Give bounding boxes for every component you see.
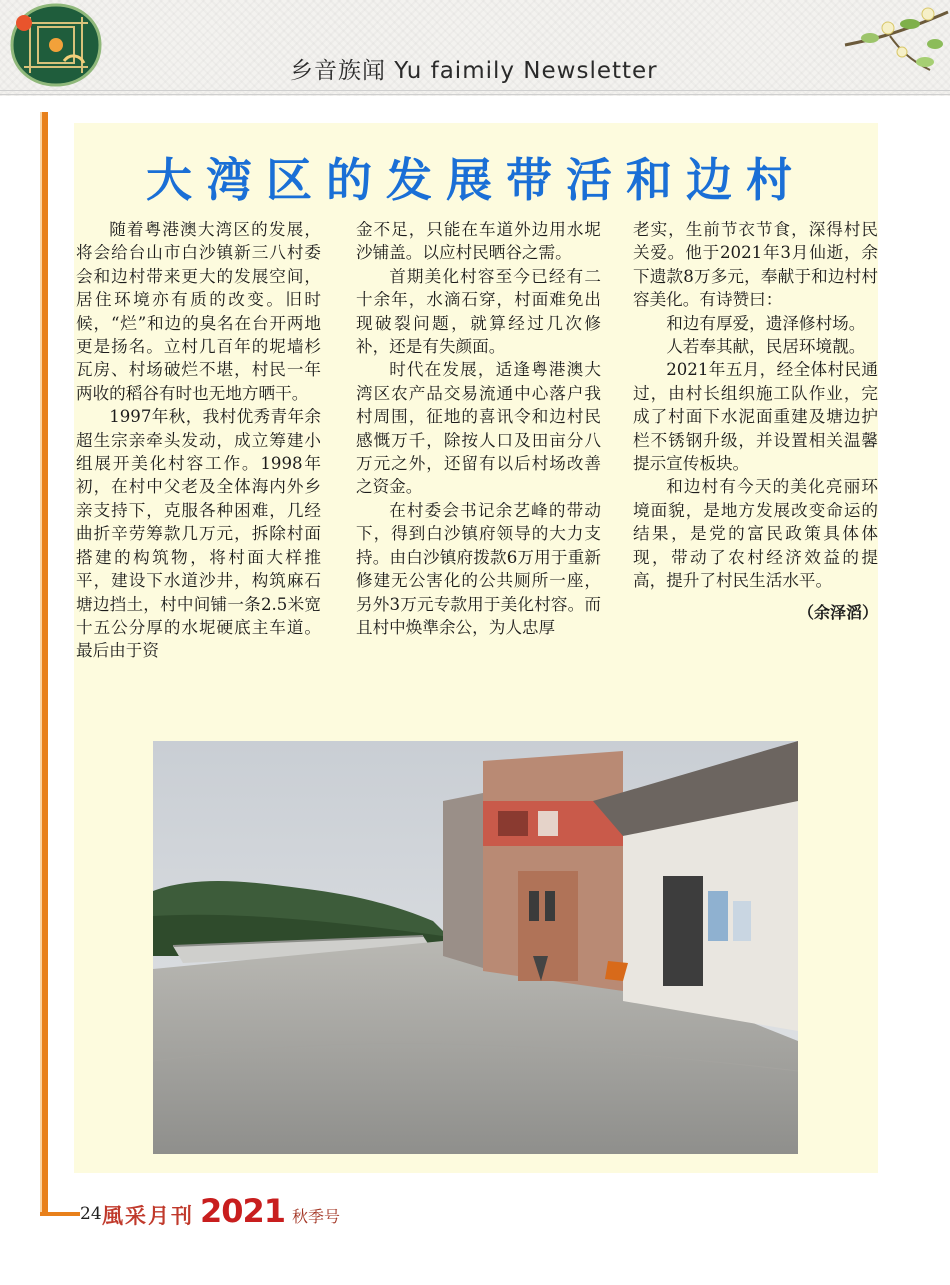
paragraph: 金不足，只能在车道外边用水坭沙铺盖。以应村民晒谷之需。 [356, 220, 601, 263]
paragraph: 首期美化村容至今已经有二十余年，水滴石穿，村面难免出现破裂问题，就算经过几次修补，还是有失颜面。 [356, 266, 601, 357]
village-street-photo [153, 741, 798, 1154]
poem-line: 和边有厚爱，遗泽修村场。 [666, 313, 866, 333]
accent-bar-vertical [40, 112, 48, 1212]
issue-season: 秋季号 [292, 1207, 341, 1226]
header-divider [0, 90, 950, 95]
author-credit: （余泽滔） [797, 602, 878, 622]
paragraph: 在村委会书记余艺峰的带动下，得到白沙镇府领导的大力支持。由白沙镇府拨款6万用于重新修建无公害化的公共厕所一座，另外3万元专款用于美化村容。而且村中焕準余公，为人忠厚 [356, 500, 601, 637]
article-headline: 大湾区的发展带活和边村 [146, 153, 806, 207]
paragraph: 和边村有今天的美化亮丽环境面貌，是地方发展改变命运的结果，是党的富民政策具体体现，带动了农村经济效益的提高，提升了村民生活水平。 [633, 477, 878, 591]
magazine-title: 風采月刊 [102, 1203, 194, 1228]
page-number: 24 [80, 1204, 102, 1224]
paragraph: 1997年秋，我村优秀青年余超生宗亲牵头发动，成立筹建小组展开美化村容工作。1998年初，在村中父老及全体海内外乡亲支持下，克服各种困难，几经曲折辛劳筹款几万元，拆除村面搭建的构筑物，将村面大样推平，建设下水道沙井，构筑麻石塘边挡土，村中间铺一条2.5米宽十五公分厚的水坭硬底主车道。最后由于资 [76, 407, 321, 661]
lantern-logo-icon [10, 3, 102, 87]
article-body [76, 218, 880, 718]
column-1 [76, 218, 321, 663]
issue-year: 2021 [200, 1192, 286, 1230]
paragraph: 2021年五月，经全体村民通过，由村长组织施工队作业，完成了村面下水泥面重建及塘边护栏不锈钢升级，并设置相关温馨提示宣传板块。 [633, 360, 878, 474]
paragraph: 时代在发展，适逢粤港澳大湾区农产品交易流通中心落户我村周围，征地的喜讯令和边村民感慨万千，除按人口及田亩分八万元之外，还留有以后村场改善之资金。 [356, 360, 601, 497]
page-header [0, 0, 950, 96]
accent-bar-horizontal [40, 1212, 80, 1216]
paragraph: 随着粤港澳大湾区的发展，将会给台山市白沙镇新三八村委会和边村带来更大的发展空间，居住环境亦有质的改变。旧时候，“烂”和边的臭名在台开两地更是扬名。立村几百年的坭墙杉瓦房、村场破烂不堪，村民一年两收的稻谷有时也无地方晒干。 [76, 220, 321, 403]
plum-branch-decoration-icon [840, 0, 950, 80]
column-2 [356, 218, 601, 639]
poem-line: 人若奉其献，民居环境靓。 [666, 337, 866, 357]
column-3 [633, 218, 878, 624]
newsletter-title: 乡音族闻 Yu faimily Newsletter [290, 58, 658, 84]
paragraph: 老实，生前节衣节食，深得村民关爱。他于2021年3月仙逝，余下遗款8万多元，奉献于和边村村容美化。有诗赞曰： [633, 220, 878, 310]
